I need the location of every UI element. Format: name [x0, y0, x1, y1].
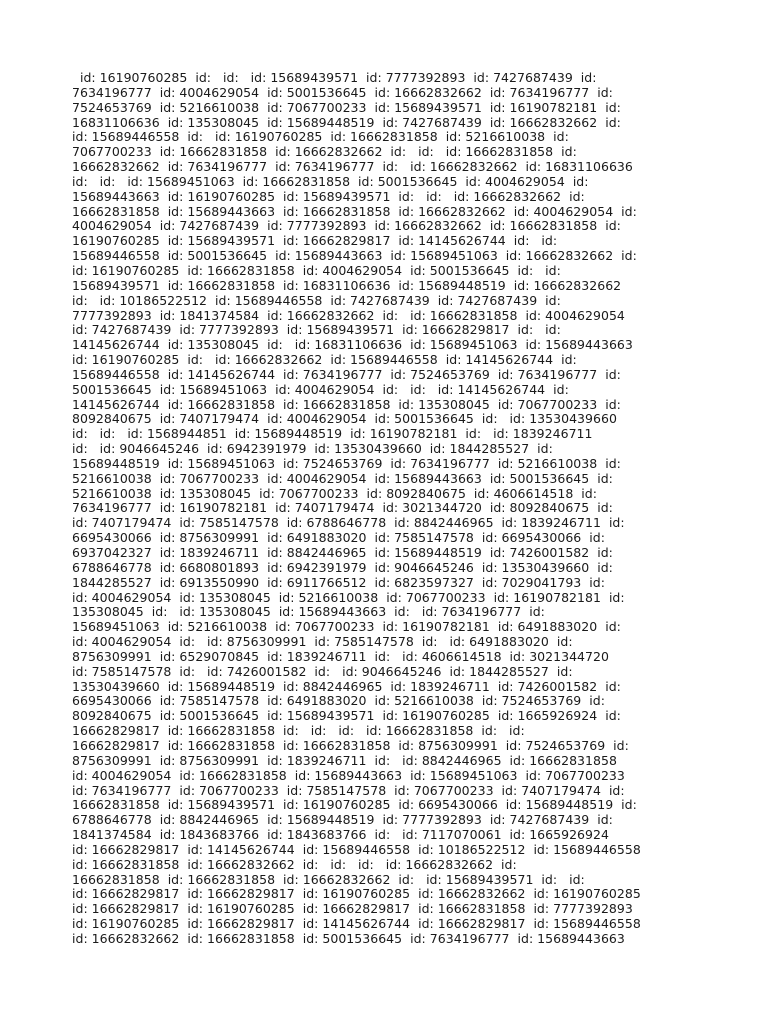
text-line: 8092840675 id: 5001536645 id: 15689439571 id: 16190760285 id: 1665926924 id:: [72, 708, 621, 724]
text-line: 16662831858 id: 15689439571 id: 16190760285 id: 6695430066 id: 15689448519 id:: [72, 797, 637, 813]
text-line: 16662831858 id: 15689443663 id: 16662831858 id: 16662832662 id: 4004629054 id:: [72, 203, 637, 219]
text-line: id: 16662832662 id: 16662831858 id: 5001536645 id: 7634196777 id: 15689443663: [72, 930, 625, 946]
text-line: 1844285527 id: 6913550990 id: 6911766512 id: 6823597327 id: 7029041793 id:: [72, 574, 605, 590]
text-line: id: 7634196777 id: 7067700233 id: 7585147578 id: 7067700233 id: 7407179474 id:: [72, 782, 625, 798]
text-line: 13530439660 id: 15689448519 id: 8842446965 id: 1839246711 id: 7426001582 id:: [72, 678, 621, 694]
text-line: id: 16662831858 id: 16662832662 id: id: id: id: 16662832662 id:: [72, 856, 517, 872]
text-line: 4004629054 id: 7427687439 id: 7777392893 id: 16662832662 id: 16662831858 id:: [72, 218, 621, 234]
text-line: 8756309991 id: 8756309991 id: 1839246711 id: id: 8842446965 id: 16662831858: [72, 752, 617, 768]
text-line: 1841374584 id: 1843683766 id: 1843683766 id: id: 7117070061 id: 1665926924: [72, 827, 609, 843]
text-line: 15689451063 id: 5216610038 id: 7067700233 id: 16190782181 id: 6491883020 id:: [72, 619, 621, 635]
text-line: id: 4004629054 id: 135308045 id: 5216610038 id: 7067700233 id: 16190782181 id:: [72, 589, 625, 605]
text-line: id: 16190760285 id: 16662829817 id: 14145626744 id: 16662829817 id: 15689446558: [72, 916, 641, 932]
text-line: id: 16190760285 id: id: 16662832662 id: 15689446558 id: 14145626744 id:: [72, 352, 577, 368]
text-line: 5001536645 id: 15689451063 id: 4004629054 id: id: id: 14145626744 id:: [72, 381, 569, 397]
text-line: 14145626744 id: 135308045 id: id: 16831106636 id: 15689451063 id: 15689443663: [72, 337, 633, 353]
text-line: 16662829817 id: 16662831858 id: 16662831858 id: 8756309991 id: 7524653769 id:: [72, 737, 629, 753]
text-line: 15689448519 id: 15689451063 id: 7524653769 id: 7634196777 id: 5216610038 id:: [72, 455, 621, 471]
text-line: 6695430066 id: 8756309991 id: 6491883020 id: 7585147578 id: 6695430066 id:: [72, 530, 605, 546]
text-line: 16831106636 id: 135308045 id: 15689448519 id: 7427687439 id: 16662832662 id:: [72, 114, 621, 130]
text-line: 16190760285 id: 15689439571 id: 16662829817 id: 14145626744 id: id:: [72, 233, 558, 249]
text-line: 16662832662 id: 7634196777 id: 7634196777 id: id: 16662832662 id: 16831106636: [72, 159, 633, 175]
text-line: id: 15689446558 id: id: 16190760285 id: 16662831858 id: 5216610038 id:: [72, 129, 569, 145]
text-line: 7634196777 id: 16190782181 id: 7407179474 id: 3021344720 id: 8092840675 id:: [72, 500, 613, 516]
text-line: 6788646778 id: 8842446965 id: 15689448519 id: 7777392893 id: 7427687439 id:: [72, 812, 613, 828]
text-line: 7777392893 id: 1841374584 id: 16662832662 id: id: 16662831858 id: 4004629054: [72, 307, 625, 323]
text-line: 16662829817 id: 16662831858 id: id: id: id: 16662831858 id: id:: [72, 723, 525, 739]
text-line: id: 7427687439 id: 7777392893 id: 15689439571 id: 16662829817 id: id:: [72, 322, 561, 338]
text-line: 7634196777 id: 4004629054 id: 5001536645 id: 16662832662 id: 7634196777 id:: [72, 84, 613, 100]
text-line: 5216610038 id: 7067700233 id: 4004629054 id: 15689443663 id: 5001536645 id:: [72, 470, 613, 486]
text-line: 6788646778 id: 6680801893 id: 6942391979 id: 9046645246 id: 13530439660 id:: [72, 559, 613, 575]
text-line: 16662831858 id: 16662831858 id: 16662832662 id: id: 15689439571 id: id:: [72, 871, 585, 887]
text-line: 135308045 id: id: 135308045 id: 15689443663 id: id: 7634196777 id:: [72, 604, 545, 620]
text-line: 6937042327 id: 1839246711 id: 8842446965 id: 15689448519 id: 7426001582 id:: [72, 545, 613, 560]
text-line: id: 16190760285 id: 16662831858 id: 4004629054 id: 5001536645 id: id:: [72, 262, 561, 278]
text-line: id: id: id: 1568944851 id: 15689448519 id: 16190782181 id: id: 1839246711: [72, 426, 593, 442]
text-line: 15689443663 id: 16190760285 id: 15689439571 id: id: id: 16662832662 id:: [72, 188, 585, 204]
text-line: 15689446558 id: 14145626744 id: 7634196777 id: 7524653769 id: 7634196777 id:: [72, 366, 621, 382]
text-line: 7524653769 id: 5216610038 id: 7067700233 id: 15689439571 id: 16190782181 id:: [72, 99, 621, 115]
text-line: id: 4004629054 id: id: 8756309991 id: 7585147578 id: id: 6491883020 id:: [72, 634, 573, 650]
document-page: [72, 71, 712, 947]
text-line: id: 16662829817 id: 16662829817 id: 16190760285 id: 16662832662 id: 16190760285: [72, 886, 641, 902]
text-line: id: 4004629054 id: 16662831858 id: 15689443663 id: 15689451063 id: 7067700233: [72, 767, 625, 783]
text-line: id: 7407179474 id: 7585147578 id: 6788646778 id: 8842446965 id: 1839246711 id:: [72, 515, 625, 531]
text-line: id: 16662829817 id: 16190760285 id: 16662829817 id: 16662831858 id: 7777392893: [72, 901, 633, 917]
text-line: id: id: 9046645246 id: 6942391979 id: 13530439660 id: 1844285527 id:: [72, 441, 553, 457]
text-line: id: 7585147578 id: id: 7426001582 id: id: 9046645246 id: 1844285527 id:: [72, 663, 573, 679]
text-line: 14145626744 id: 16662831858 id: 16662831858 id: 135308045 id: 7067700233 id:: [72, 396, 621, 412]
text-line: id: id: 10186522512 id: 15689446558 id: 7427687439 id: 7427687439 id:: [72, 292, 561, 308]
text-line: 8756309991 id: 6529070845 id: 1839246711 id: id: 4606614518 id: 3021344720: [72, 648, 609, 664]
text-line: 15689446558 id: 5001536645 id: 15689443663 id: 15689451063 id: 16662832662 id:: [72, 248, 637, 264]
text-line: id: id: id: 15689451063 id: 16662831858 id: 5001536645 id: 4004629054 id:: [72, 173, 589, 189]
text-line: 15689439571 id: 16662831858 id: 16831106636 id: 15689448519 id: 16662832662: [72, 277, 622, 293]
text-line: 8092840675 id: 7407179474 id: 4004629054 id: 5001536645 id: id: 13530439660: [72, 411, 617, 427]
text-line: 5216610038 id: 135308045 id: 7067700233 id: 8092840675 id: 4606614518 id:: [72, 485, 597, 501]
text-line: id: 16662829817 id: 14145626744 id: 15689446558 id: 10186522512 id: 15689446558: [72, 841, 641, 857]
text-line: id: 16190760285 id: id: id: 15689439571 id: 7777392893 id: 7427687439 id:: [72, 70, 597, 85]
text-line: 7067700233 id: 16662831858 id: 16662832662 id: id: id: 16662831858 id:: [72, 144, 577, 160]
text-line: 6695430066 id: 7585147578 id: 6491883020 id: 5216610038 id: 7524653769 id:: [72, 693, 605, 709]
